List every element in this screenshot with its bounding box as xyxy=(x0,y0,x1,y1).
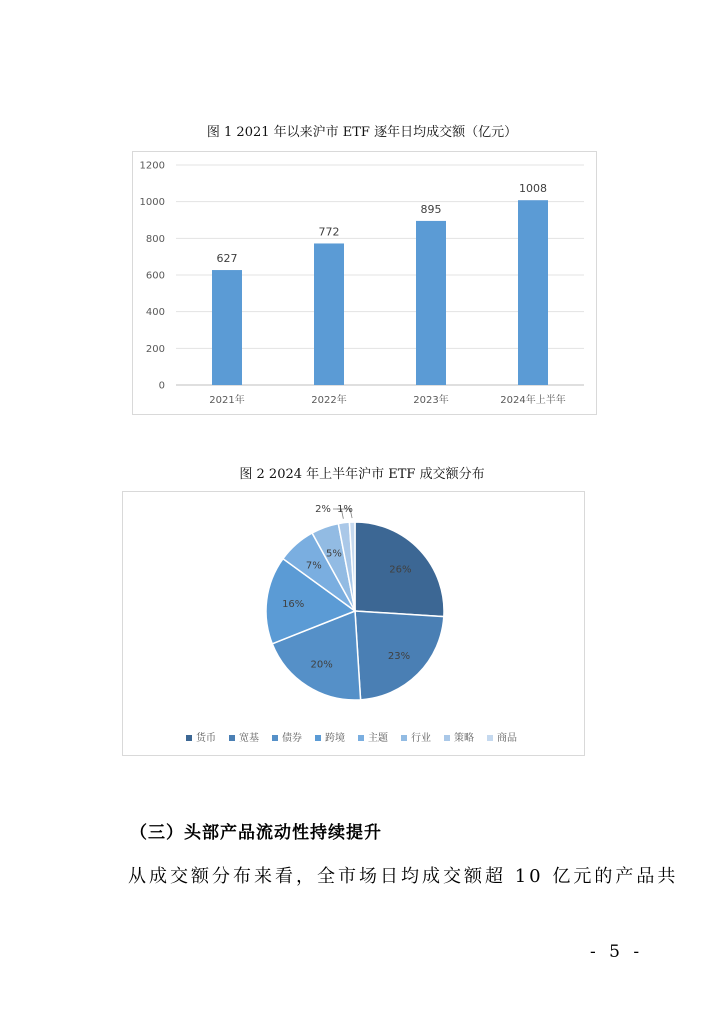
pie-chart xyxy=(122,491,585,756)
bar-chart xyxy=(132,151,597,415)
legend-swatch xyxy=(487,735,493,741)
bar-chart-svg xyxy=(133,152,596,414)
y-tick-label: 600 xyxy=(145,270,165,282)
slice-label: 5% xyxy=(325,548,342,560)
legend-swatch xyxy=(358,735,364,741)
y-tick-label: 0 xyxy=(158,380,165,392)
data-label: 772 xyxy=(318,225,340,239)
x-tick-label: 2024年上半年 xyxy=(500,395,566,406)
slice-label: 16% xyxy=(282,599,305,611)
x-tick-label: 2023年 xyxy=(413,395,449,406)
y-tick-label: 1000 xyxy=(139,197,165,209)
data-label: 895 xyxy=(420,202,442,216)
y-tick-label: 800 xyxy=(145,233,165,245)
section-heading: （三）头部产品流动性持续提升 xyxy=(130,823,382,843)
pie-chart-svg xyxy=(123,492,584,755)
data-label: 1008 xyxy=(519,182,547,196)
x-tick-label: 2021年 xyxy=(209,395,245,406)
bar xyxy=(314,243,344,385)
legend-label: 跨境 xyxy=(325,733,345,744)
legend-swatch xyxy=(401,735,407,741)
slice-label: 1% xyxy=(337,504,353,515)
legend-label: 债券 xyxy=(282,733,302,744)
legend-swatch xyxy=(229,735,235,741)
y-tick-label: 400 xyxy=(145,307,165,319)
slice-label: 2% xyxy=(315,504,331,515)
bar xyxy=(212,270,242,385)
legend-label: 商品 xyxy=(497,733,517,744)
data-label: 627 xyxy=(216,252,238,266)
slice-label: 20% xyxy=(310,659,333,671)
bar xyxy=(518,200,548,385)
legend-label: 主题 xyxy=(368,733,388,744)
legend-swatch xyxy=(272,735,278,741)
slice-label: 7% xyxy=(305,560,322,572)
y-tick-label: 1200 xyxy=(139,160,165,172)
legend-label: 宽基 xyxy=(239,733,259,744)
legend-swatch xyxy=(444,735,450,741)
slice-label: 26% xyxy=(389,564,412,576)
legend-swatch xyxy=(315,735,321,741)
bar xyxy=(416,221,446,385)
slice-label: 23% xyxy=(387,651,411,663)
legend-label: 行业 xyxy=(411,733,431,744)
page-number: - 5 - xyxy=(590,942,644,962)
figure1-caption: 图 1 2021 年以来沪市 ETF 逐年日均成交额（亿元） xyxy=(206,125,518,140)
legend-swatch xyxy=(186,735,192,741)
legend-label: 货币 xyxy=(196,733,216,744)
figure2-caption: 图 2 2024 年上半年沪市 ETF 成交额分布 xyxy=(239,467,485,482)
body-paragraph: 从成交额分布来看，全市场日均成交额超 10 亿元的产品共 xyxy=(128,866,679,887)
y-tick-label: 200 xyxy=(145,343,165,355)
x-tick-label: 2022年 xyxy=(311,395,347,406)
legend-label: 策略 xyxy=(454,733,474,744)
